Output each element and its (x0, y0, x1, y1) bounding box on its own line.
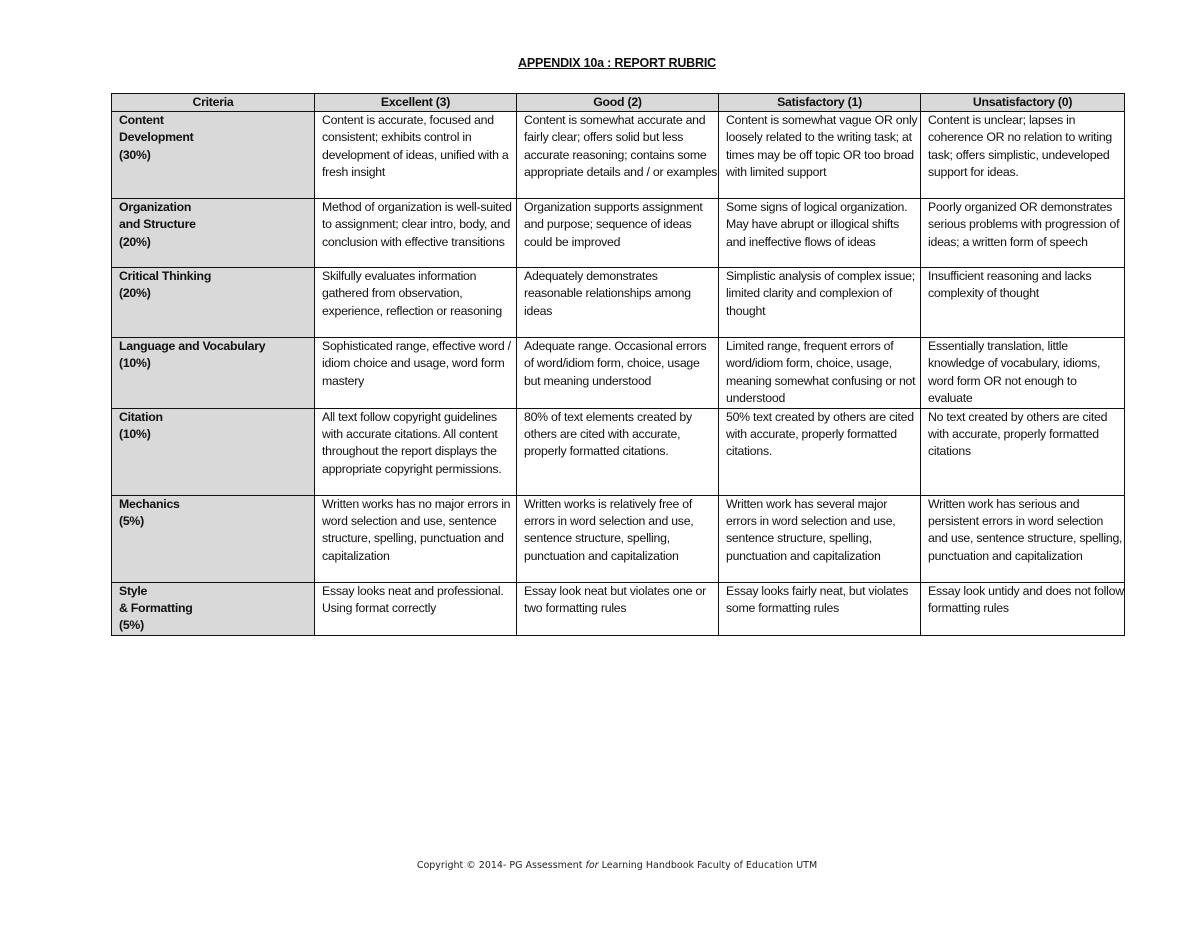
footer-text-italic: for (585, 860, 599, 871)
header-unsatisfactory: Unsatisfactory (0) (921, 94, 1125, 112)
good-cell: Written works is relatively free of errors in word selection and use, sentence structure, spelling, punctuation and capitalization (517, 495, 719, 582)
satisfactory-cell: Content is somewhat vague OR only loosely related to the writing task; at times may be off topic OR too broad with limited support (719, 112, 921, 199)
unsatisfactory-cell: Essay look untidy and does not follow formatting rules (921, 582, 1125, 635)
header-good: Good (2) (517, 94, 719, 112)
header-satisfactory: Satisfactory (1) (719, 94, 921, 112)
header-criteria: Criteria (112, 94, 315, 112)
good-cell: Adequate range. Occasional errors of word/idiom form, choice, usage but meaning understood (517, 338, 719, 409)
satisfactory-cell: 50% text created by others are cited with accurate, properly formatted citations. (719, 408, 921, 495)
header-row (112, 94, 1125, 112)
criteria-cell: Mechanics (5%) (112, 495, 315, 582)
table-row (112, 112, 1125, 199)
unsatisfactory-cell: No text created by others are cited with accurate, properly formatted citations (921, 408, 1125, 495)
criteria-cell: Style & Formatting (5%) (112, 582, 315, 635)
good-cell: 80% of text elements created by others are cited with accurate, properly formatted citations. (517, 408, 719, 495)
copyright-footer (0, 860, 1200, 871)
criteria-cell: Organization and Structure (20%) (112, 199, 315, 268)
criteria-cell: Citation (10%) (112, 408, 315, 495)
rubric-table (111, 93, 1125, 636)
good-cell: Essay look neat but violates one or two formatting rules (517, 582, 719, 635)
excellent-cell: Method of organization is well-suited to assignment; clear intro, body, and conclusion with effective transitions (315, 199, 517, 268)
criteria-cell: Language and Vocabulary (10%) (112, 338, 315, 409)
excellent-cell: All text follow copyright guidelines with accurate citations. All content throughout the report displays the appropriate copyright permissions. (315, 408, 517, 495)
satisfactory-cell: Some signs of logical organization. May have abrupt or illogical shifts and ineffective flows of ideas (719, 199, 921, 268)
excellent-cell: Sophisticated range, effective word / idiom choice and usage, word form mastery (315, 338, 517, 409)
excellent-cell: Skilfully evaluates information gathered from observation, experience, reflection or reasoning (315, 268, 517, 338)
table-row (112, 495, 1125, 582)
good-cell: Organization supports assignment and purpose; sequence of ideas could be improved (517, 199, 719, 268)
good-cell: Content is somewhat accurate and fairly clear; offers solid but less accurate reasoning; contains some appropriate details and / or examples (517, 112, 719, 199)
page-title: APPENDIX 10a : REPORT RUBRIC (518, 56, 716, 70)
footer-text-end: Learning Handbook Faculty of Education UTM (598, 860, 818, 871)
satisfactory-cell: Limited range, frequent errors of word/idiom form, choice, usage, meaning somewhat confusing or not understood (719, 338, 921, 409)
table-row (112, 199, 1125, 268)
excellent-cell: Written works has no major errors in word selection and use, sentence structure, spelling, punctuation and capitalization (315, 495, 517, 582)
excellent-cell: Essay looks neat and professional. Using format correctly (315, 582, 517, 635)
satisfactory-cell: Simplistic analysis of complex issue; limited clarity and complexion of thought (719, 268, 921, 338)
criteria-cell: Content Development (30%) (112, 112, 315, 199)
satisfactory-cell: Essay looks fairly neat, but violates some formatting rules (719, 582, 921, 635)
footer-text-start: Copyright © 2014- PG Assessment (416, 860, 586, 871)
table-row (112, 582, 1125, 635)
unsatisfactory-cell: Poorly organized OR demonstrates serious problems with progression of ideas; a written form of speech (921, 199, 1125, 268)
unsatisfactory-cell: Written work has serious and persistent errors in word selection and use, sentence structure, spelling, punctuation and capitalization (921, 495, 1125, 582)
header-excellent: Excellent (3) (315, 94, 517, 112)
table-row (112, 338, 1125, 409)
satisfactory-cell: Written work has several major errors in word selection and use, sentence structure, spelling, punctuation and capitalization (719, 495, 921, 582)
table-row (112, 408, 1125, 495)
unsatisfactory-cell: Insufficient reasoning and lacks complexity of thought (921, 268, 1125, 338)
table-row (112, 268, 1125, 338)
good-cell: Adequately demonstrates reasonable relationships among ideas (517, 268, 719, 338)
criteria-cell: Critical Thinking (20%) (112, 268, 315, 338)
unsatisfactory-cell: Essentially translation, little knowledge of vocabulary, idioms, word form OR not enough to evaluate (921, 338, 1125, 409)
unsatisfactory-cell: Content is unclear; lapses in coherence OR no relation to writing task; offers simplistic, undeveloped support for ideas. (921, 112, 1125, 199)
excellent-cell: Content is accurate, focused and consistent; exhibits control in development of ideas, unified with a fresh insight (315, 112, 517, 199)
